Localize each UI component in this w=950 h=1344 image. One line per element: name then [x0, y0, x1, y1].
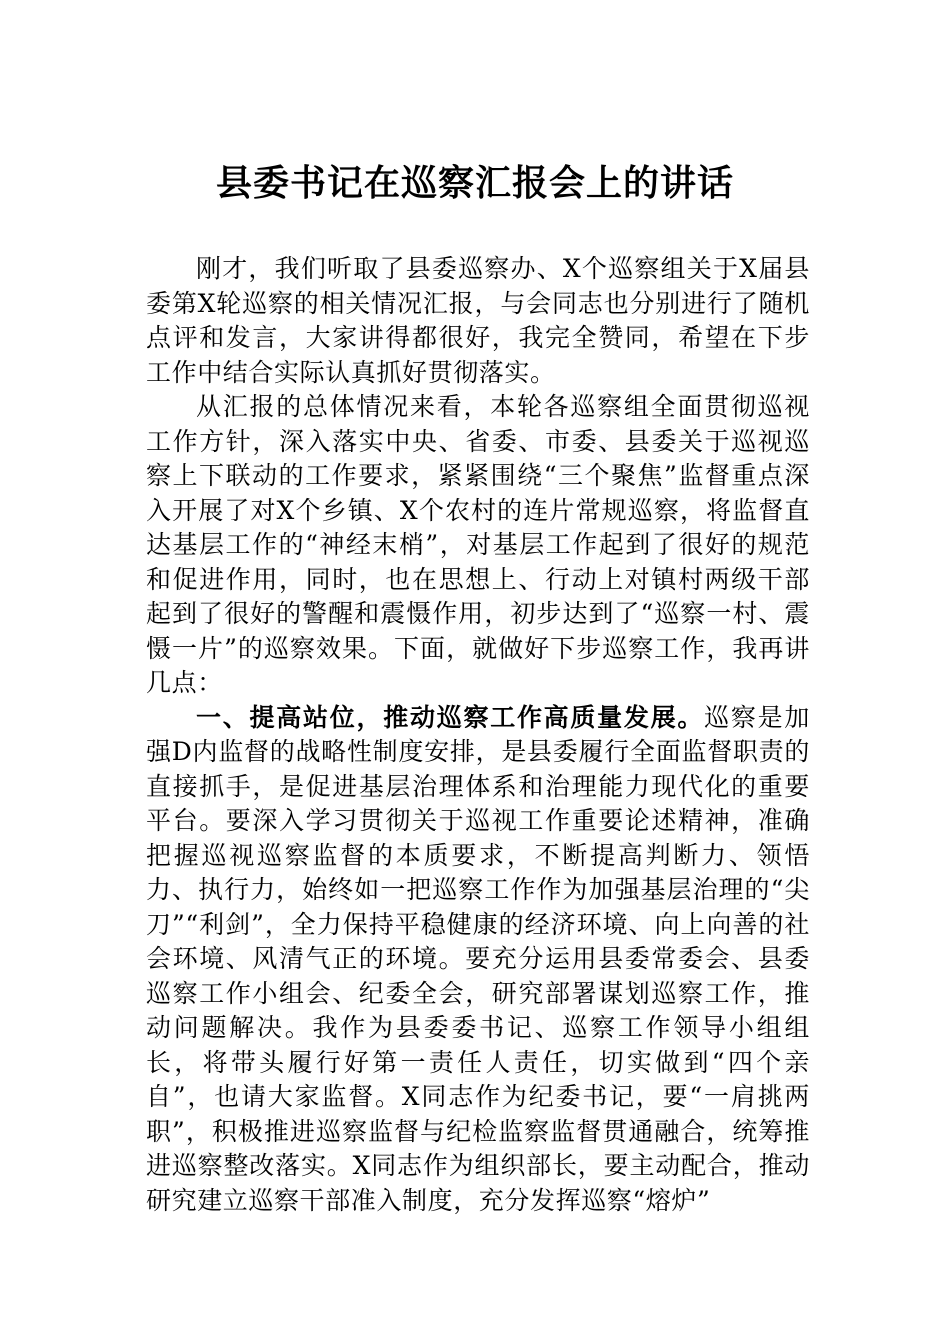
paragraph-2: [146, 390, 810, 701]
section-heading-1: 一、提高站位，推动巡察工作高质量发展。: [196, 702, 705, 732]
paragraph-1-text: 刚才，我们听取了县委巡察办、X个巡察组关于X届县委第X轮巡察的相关情况汇报，与会同志也分别进行了随机点评和发言，大家讲得都很好，我完全赞同，希望在下步工作中结合实际认真抓好贯彻落实。: [146, 254, 810, 387]
paragraph-2-text: 从汇报的总体情况来看，本轮各巡察组全面贯彻巡视工作方针，深入落实中央、省委、市委、县委关于巡视巡察上下联动的工作要求，紧紧围绕“三个聚焦”监督重点深入开展了对X个乡镇、X个农村的连片常规巡察，将监督直达基层工作的“神经末梢”，对基层工作起到了很好的规范和促进作用，同时，也在思想上、行动上对镇村两级干部起到了很好的警醒和震慑作用，初步达到了“巡察一村、震慑一片”的巡察效果。下面，就做好下步巡察工作，我再讲几点：: [146, 392, 810, 697]
paragraph-1: [146, 252, 810, 390]
document-body: [146, 252, 810, 1218]
document-title: 县委书记在巡察汇报会上的讲话: [215, 162, 734, 204]
paragraph-3: [146, 701, 810, 1219]
paragraph-3-text: 巡察是加强D内监督的战略性制度安排，是县委履行全面监督职责的直接抓手，是促进基层治理体系和治理能力现代化的重要平台。要深入学习贯彻关于巡视工作重要论述精神，准确把握巡视巡察监督的本质要求，不断提高判断力、领悟力、执行力，始终如一把巡察工作作为加强基层治理的“尖刀”“利剑”，全力保持平稳健康的经济环境、向上向善的社会环境、风清气正的环境。要充分运用县委常委会、县委巡察工作小组会、纪委全会，研究部署谋划巡察工作，推动问题解决。我作为县委委书记、巡察工作领导小组组长，将带头履行好第一责任人责任，切实做到“四个亲自”，也请大家监督。X同志作为纪委书记，要“一肩挑两职”，积极推进巡察监督与纪检监察监督贯通融合，统筹推进巡察整改落实。X同志作为组织部长，要主动配合，推动研究建立巡察干部准入制度，充分发挥巡察“熔炉”: [146, 702, 810, 1215]
